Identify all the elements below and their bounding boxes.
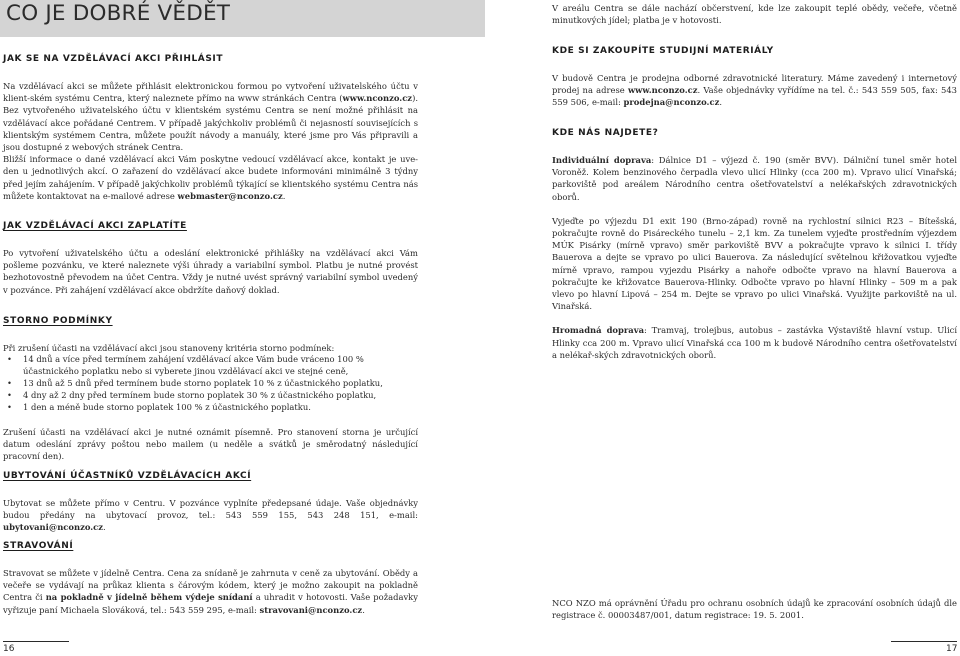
section-heading: STRAVOVÁNÍ [3,541,74,551]
bold-text: na pokladně v jídelně během výdeje snídaní [45,592,253,603]
text: . [362,604,365,615]
page-number: 16 [3,644,15,654]
text: . [282,190,286,201]
paragraph: Vyjeďte po výjezdu D1 exit 190 (Brno-západ) rovně na rychlostní silnici R23 – Bítešská, pokračujte rovně do Pisáreckého tunelu – 2,1 km. Za tunelem vyjeďte prostředním výjezdem MÚK Pisárky (mírně vpravo) směr parkoviště BVV a pokračujte vpravo k silnici I. třídy Bauerova a dejte se vpravo po ulici Bauerova. Za následující světelnou křižovatkou vyjeďte mírně vpravo, rampou vyjezdu Pisárky a nahoře odbočte vpravo na hlavní Bauerova a pokračujte ke křižovatce Bauerova-Hlinky. Odbočte vpravo po hlavní Hlinky – 509 m a pak vlevo po hlavní Lipová – 254 m. Dejte se vpravo po ulici Vinařská. Využijte parkoviště na ul. Vinařská. [552,215,957,312]
text: Stravovat se můžete v jídelně Centra. Cena za snídaně je zahrnuta v ceně za ubytování. Obědy a večeře se vydávají na průkaz klienta s čárovým kódem, který je možno zakoupit na pokladně Centra či [3,568,418,603]
email-link[interactable]: stravovani@nconzo.cz [259,604,363,615]
refreshment-note [552,2,957,26]
text: Bližší informace o dané vzdělávací akci Vám poskytne vedoucí vzdělávací akce, kontakt je uve-den u jednotlivých akcí. O zařazení do vzdělávací akce budete informováni minimálně 3 týdny před jejím zahájením. V případě jakýchkoliv problémů týkající se klientského systému Centra nás můžete kontaktovat na e-mailové adrese [3,154,418,201]
section-heading: JAK VZDĚLÁVACÍ AKCI ZAPLATÍTE [3,221,187,231]
email-link[interactable]: prodejna@nconzo.cz [623,97,720,108]
paragraph: V areálu Centra se dále nachází občerstvení, kde lze zakoupit teplé obědy, večeře, včetně minutkových jídel; platba je v hotovosti. [552,3,957,26]
section-payment [3,221,418,296]
text: Na vzdělávací akci se můžete přihlásit elektronickou formou po vytvoření uživatelského účtu v klient-ském systému Centra, který naleznete přímo na www stránkách Centra ( [3,81,418,104]
paragraph [552,154,957,203]
text: : Tramvaj, trolejbus, autobus – zastávka Výstaviště hlavní vstup. Ulicí Hlinky cca 200 m. Vpravo ulicí Vinařská cca 100 m k budově Národního centra ošetřovatelství a nelékař-ských zdravotnických oborů. [552,325,957,360]
paragraph [3,153,418,202]
title-banner [0,0,485,37]
paragraph: Při zrušení účasti na vzdělávací akci jsou stanoveny kritéria storno podmínek: [3,343,335,353]
text: Ubytovat se můžete přímo v Centru. V pozvánce vyplníte předepsané údaje. Vaše objednávky budou předány na ubytovací provoz, tel.: 543 559 155, 543 248 151, e-mail: [3,498,418,521]
section-accommodation [3,471,418,534]
page-number: 17 [946,644,958,654]
text: : Dálnice D1 – výjezd č. 190 (směr BVV). Dálniční tunel směr hotel Voroněž. Kolem benzinového čerpadla vlevo ulicí Hlinky (cca 200 m). Vpravo ulicí Vinařská; parkoviště pod areálem Národního centra ošetřovatelství a nelékařských zdravotnických oborů. [552,155,957,202]
list-item: • 4 dny až 2 dny před termínem bude storno poplatek 30 % z účastnického poplatku, [23,390,418,402]
list-item: • 1 den a méně bude storno poplatek 100 % z účastnického poplatku. [23,402,418,414]
website-link[interactable]: www.nconzo.cz [342,93,413,104]
website-link[interactable]: www.nconzo.cz [627,85,698,96]
paragraph: NCO NZO má oprávnění Úřadu pro ochranu osobních údajů ke zpracování osobních údajů dle registrace č. 00003487/001, datum registrace: 19. 5. 2001. [552,598,957,621]
footer-rule [891,641,957,642]
registration-note [552,597,957,621]
section-heading: KDE SI ZAKOUPÍTE STUDIJNÍ MATERIÁLY [552,46,774,56]
bold-text: Individuální doprava [552,155,652,165]
paragraph [552,72,957,109]
footer-rule [3,641,69,642]
section-heading: UBYTOVÁNÍ ÚČASTNÍKŮ VZDĚLÁVACÍCH AKCÍ [3,471,252,481]
text: . [719,97,722,108]
text: ). Bez vytvořeného uživatelského účtu v klientském systému Centra se není možné přihlásit na vzdělávací akce pořádané Centrem. V případě jakýchkoliv problémů či nejasností souvisejících s klientským systémem Centra, můžete použít návody a manuály, které jsme pro Vás připravili a jsou dostupné z webových stránek Centra. [3,93,418,153]
text: . Vaše objednávky vyřídíme na tel. č.: 543 559 505, fax: 543 559 506, e-mail: [552,85,957,108]
section-registration [3,54,418,202]
bold-text: Hromadná doprava [552,325,645,336]
page-title: CO JE DOBRÉ VĚDĚT [6,1,231,26]
section-catering [3,541,418,616]
section-heading: JAK SE NA VZDĚLÁVACÍ AKCI PŘIHLÁSIT [3,54,224,64]
section-heading: KDE NÁS NAJDETE? [552,128,659,138]
text: V budově Centra je prodejna odborné zdravotnické literatury. Máme zavedený i internetový prodej na adrese [552,73,957,96]
paragraph [3,497,418,534]
text: a uhradit v hotovosti. Vaše požadavky vyřizuje paní Michaela Slováková, tel.: 543 559 295, e-mail: [3,592,418,615]
paragraph: Zrušení účasti na vzdělávací akci je nutné oznámit písemně. Pro stanovení storna je určující datum odeslání zprávy poštou nebo mailem (u neděle a svátků je směrodatný následující pracovní den). [3,426,418,462]
section-study-materials [552,46,957,109]
paragraph [552,324,957,361]
section-cancellation [3,316,418,462]
section-heading: STORNO PODMÍNKY [3,316,113,326]
section-directions [552,128,957,361]
list-item: • 13 dnů až 5 dnů před termínem bude storno poplatek 10 % z účastnického poplatku, [23,378,418,390]
list-item: • 14 dnů a více před termínem zahájení vzdělávací akce Vám bude vráceno 100 % účastnického poplatku nebo si vyberete jinou vzdělávací akci ve stejné ceně, [23,354,418,378]
cancellation-list [3,354,418,414]
paragraph [3,80,418,153]
paragraph: Po vytvoření uživatelského účtu a odeslání elektronické přihlášky na vzdělávací akci Vám pošleme pozvánku, ve které naleznete výši úhrady a variabilní symbol. Platbu je nutné provést bezhotovostně převodem na účet Centra. Vždy je nutné uvést správný variabilní symbol uvedený v pozvánce. Při zahájení vzdělávací akce obdržíte daňový doklad. [3,248,418,295]
email-link[interactable]: ubytovani@nconzo.cz [3,522,104,533]
text: . [103,522,106,533]
paragraph [3,567,418,616]
email-link[interactable]: webmaster@nconzo.cz [177,190,283,201]
